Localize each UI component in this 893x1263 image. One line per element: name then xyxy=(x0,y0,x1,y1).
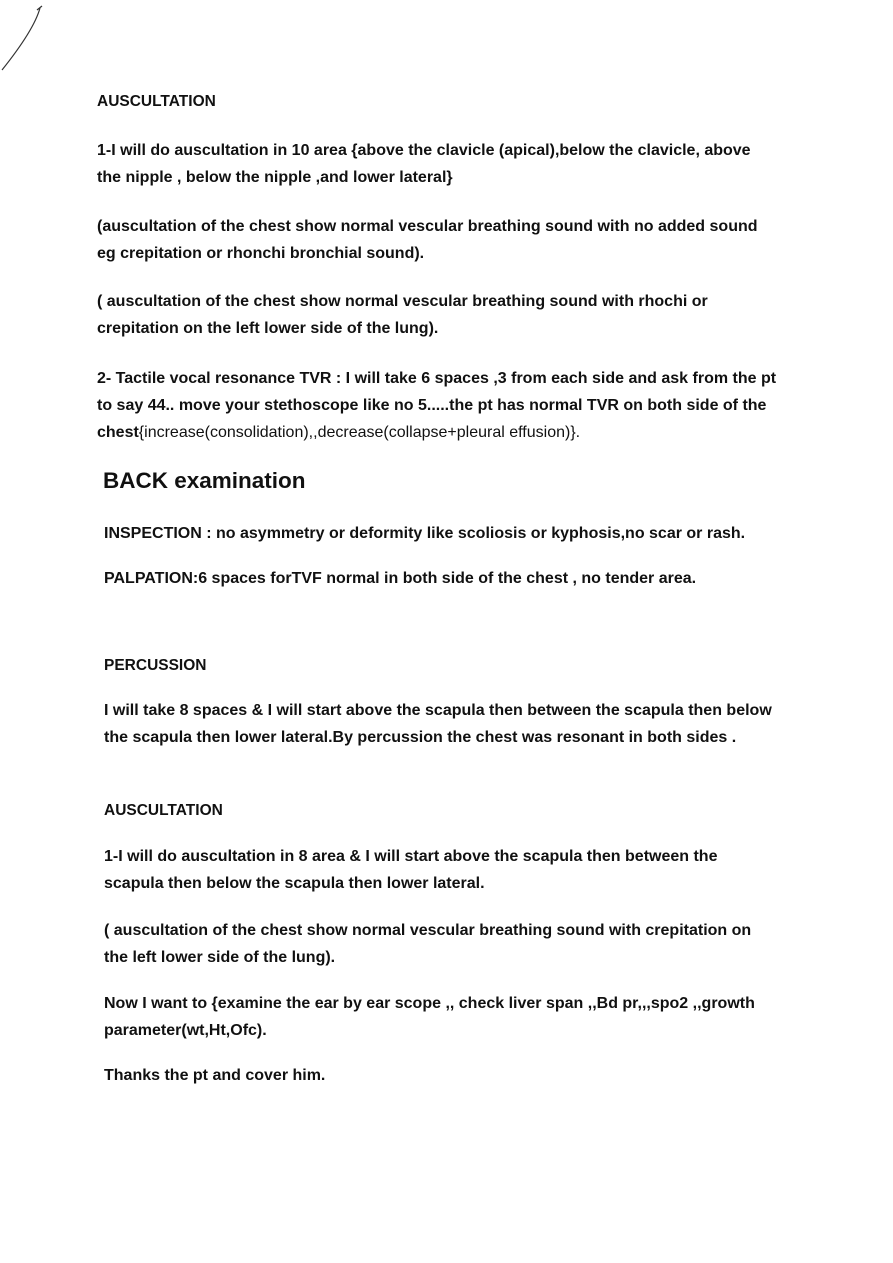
tvr-interpretation: {increase(consolidation),,decrease(collapse+pleural effusion)}. xyxy=(138,424,581,441)
auscultation-paragraph-1: 1-I will do auscultation in 10 area {above the clavicle (apical),below the clavicle, above the nipple , below the nipple ,and lower lateral} xyxy=(97,142,751,186)
next-steps-paragraph: Now I want to {examine the ear by ear scope ,, check liver span ,,Bd pr,,,spo2 ,,growth parameter(wt,Ht,Ofc). xyxy=(104,995,755,1039)
back-auscultation-paragraph-2: ( auscultation of the chest show normal vescular breathing sound with crepitation on the left lower side of the lung). xyxy=(104,922,752,966)
tvr-paragraph xyxy=(97,365,777,446)
auscultation-paragraph-3: ( auscultation of the chest show normal vescular breathing sound with rhochi or crepitation on the left lower side of the lung). xyxy=(97,293,708,337)
percussion-paragraph: I will take 8 spaces & I will start above the scapula then between the scapula then below the scapula then lower lateral.By percussion the chest was resonant in both sides . xyxy=(104,702,772,746)
auscultation-heading: AUSCULTATION xyxy=(97,93,216,110)
pen-stroke-mark xyxy=(0,0,60,80)
closing-paragraph: Thanks the pt and cover him. xyxy=(104,1067,326,1084)
tvr-text: 2- Tactile vocal resonance TVR : I will take 6 spaces ,3 from each side and ask from the pt to say 44.. move your stethoscope like no 5.....the pt has normal TVR on both side of the chest xyxy=(97,370,777,441)
auscultation-paragraph-2: (auscultation of the chest show normal vescular breathing sound with no added sound eg crepitation or rhonchi bronchial sound). xyxy=(97,218,758,262)
percussion-heading: PERCUSSION xyxy=(104,657,207,674)
back-examination-title: BACK examination xyxy=(103,468,306,493)
palpation-paragraph: PALPATION:6 spaces forTVF normal in both side of the chest , no tender area. xyxy=(104,570,697,587)
inspection-paragraph: INSPECTION : no asymmetry or deformity like scoliosis or kyphosis,no scar or rash. xyxy=(104,525,746,542)
back-auscultation-heading: AUSCULTATION xyxy=(104,802,223,819)
back-auscultation-paragraph-1: 1-I will do auscultation in 8 area & I will start above the scapula then between the scapula then below the scapula then lower lateral. xyxy=(104,848,718,892)
